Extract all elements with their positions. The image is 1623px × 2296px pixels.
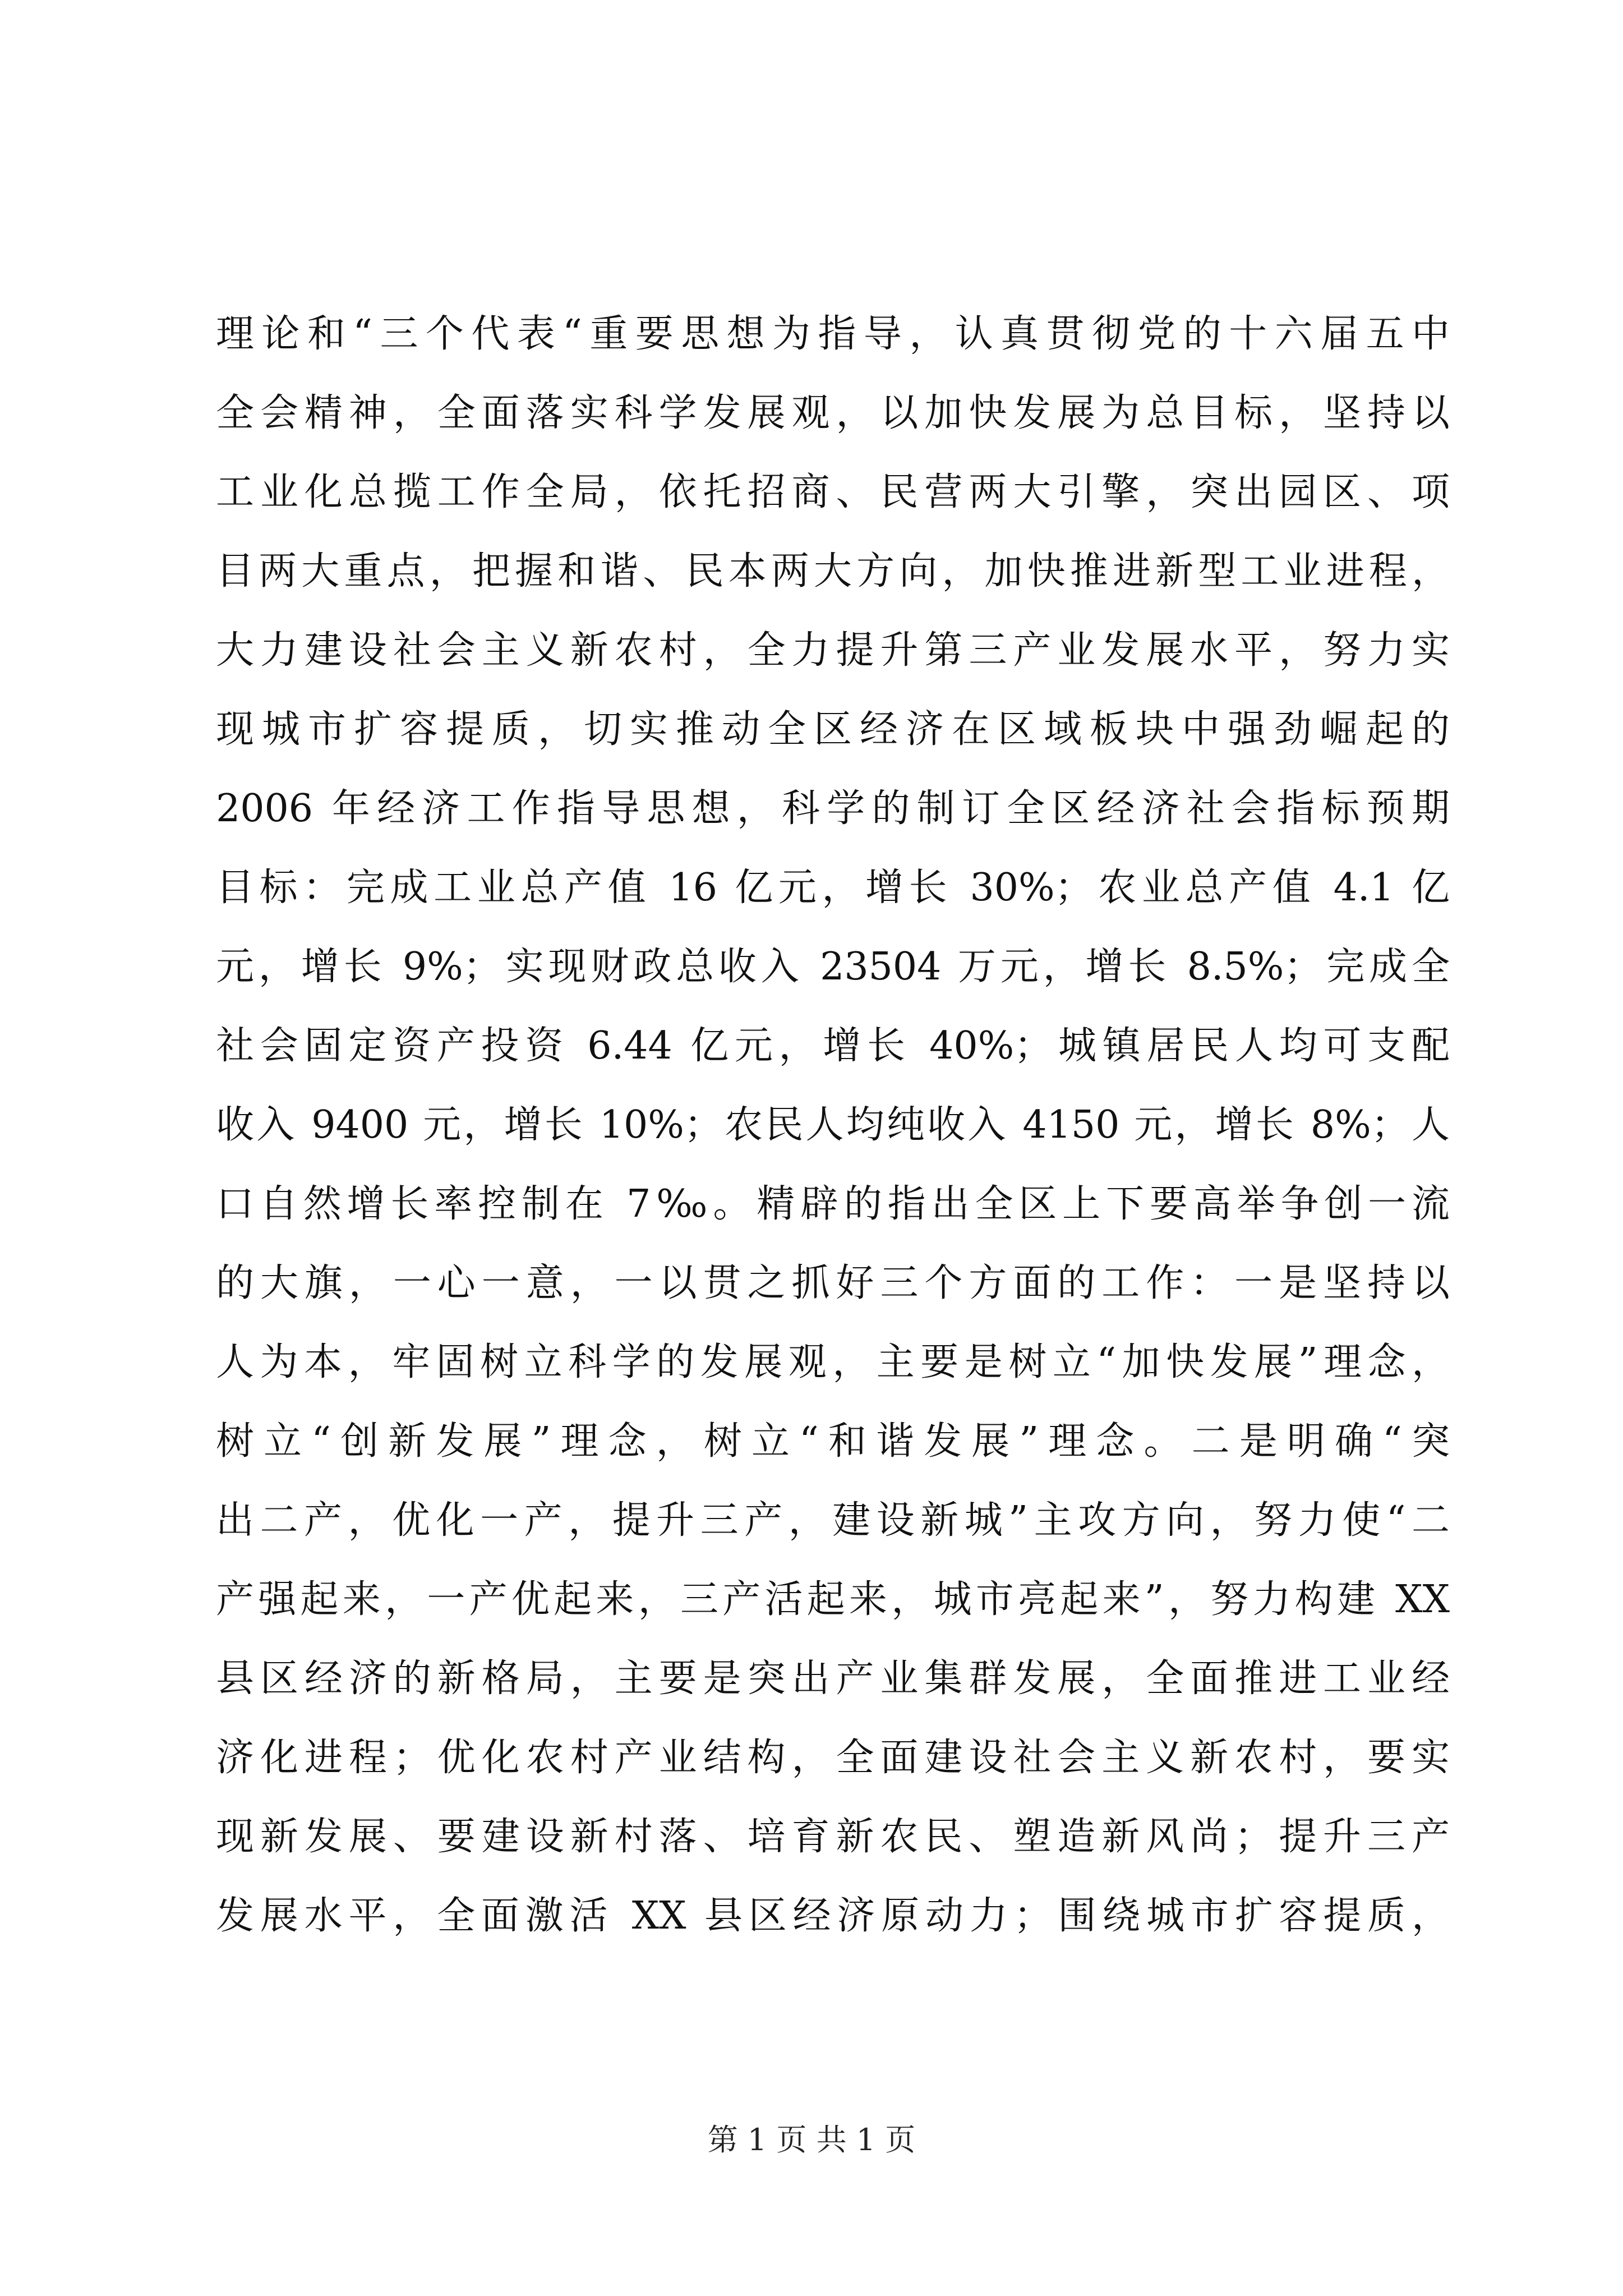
text-line: 理论和“三个代表“重要思想为指导，认真贯彻党的十六届五中 xyxy=(216,312,1450,356)
text-line: 口自然增长率控制在 7‰。精辟的指出全区上下要高举争创一流 xyxy=(216,1182,1450,1226)
text-line: 工业化总揽工作全局，依托招商、民营两大引擎，突出园区、项 xyxy=(216,470,1450,514)
page-number-footer: 第 1 页 共 1 页 xyxy=(707,2122,916,2157)
text-line: 目两大重点，把握和谐、民本两大方向，加快推进新型工业进程， xyxy=(216,549,1450,593)
text-line: 2006 年经济工作指导思想，科学的制订全区经济社会指标预期 xyxy=(216,786,1450,831)
text-line: 元，增长 9%；实现财政总收入 23504 万元，增长 8.5%；完成全 xyxy=(216,945,1450,989)
text-line: 产强起来，一产优起来，三产活起来，城市亮起来”，努力构建 XX xyxy=(216,1577,1450,1622)
text-line: 人为本，牢固树立科学的发展观，主要是树立“加快发展”理念， xyxy=(216,1340,1450,1384)
text-line: 收入 9400 元，增长 10%；农民人均纯收入 4150 元，增长 8%；人 xyxy=(216,1103,1450,1147)
text-line: 目标：完成工业总产值 16 亿元，增长 30%；农业总产值 4.1 亿 xyxy=(216,866,1450,910)
text-line: 出二产，优化一产，提升三产，建设新城”主攻方向，努力使“二 xyxy=(216,1498,1450,1543)
text-line: 发展水平，全面激活 XX 县区经济原动力；围绕城市扩容提质， xyxy=(216,1894,1450,1938)
text-line: 县区经济的新格局，主要是突出产业集群发展，全面推进工业经 xyxy=(216,1657,1450,1701)
text-line: 大力建设社会主义新农村，全力提升第三产业发展水平，努力实 xyxy=(216,628,1450,673)
text-line: 现城市扩容提质，切实推动全区经济在区域板块中强劲崛起的 xyxy=(216,707,1450,752)
text-line: 现新发展、要建设新村落、培育新农民、塑造新风尚；提升三产 xyxy=(216,1815,1450,1859)
text-line: 济化进程；优化农村产业结构，全面建设社会主义新农村，要实 xyxy=(216,1736,1450,1780)
text-line: 树立“创新发展”理念，树立“和谐发展”理念。二是明确“突 xyxy=(216,1419,1450,1464)
text-line: 社会固定资产投资 6.44 亿元，增长 40%；城镇居民人均可支配 xyxy=(216,1024,1450,1068)
text-line: 的大旗，一心一意，一以贯之抓好三个方面的工作：一是坚持以 xyxy=(216,1261,1450,1305)
text-line: 全会精神，全面落实科学发展观，以加快发展为总目标，坚持以 xyxy=(216,391,1450,435)
body-paragraph xyxy=(216,295,1450,1955)
